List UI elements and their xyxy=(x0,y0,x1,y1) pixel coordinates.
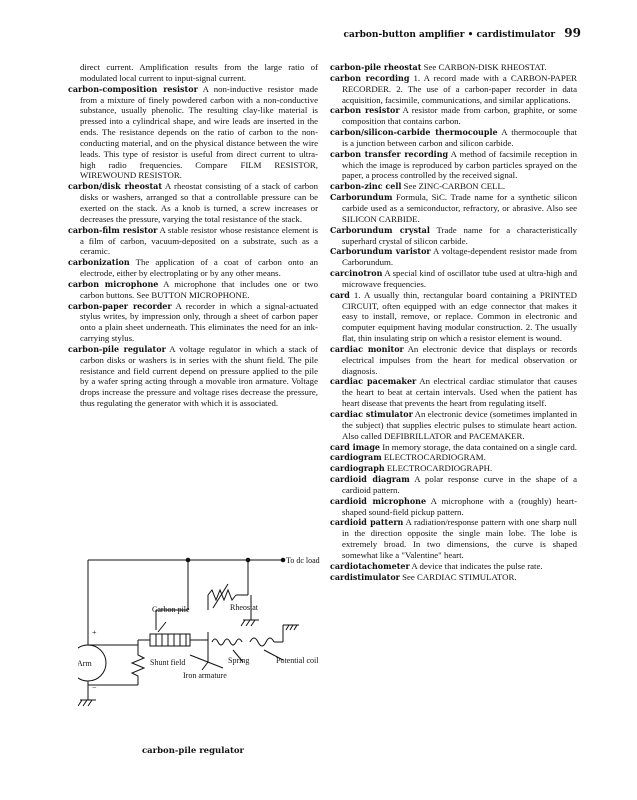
running-header xyxy=(56,26,581,44)
entry-definition: 1. A record made with a CARBON-PAPER RECORDER. 2. The use of a carbon-paper recorder in data acquisition, facsimile, communications, and similar applications. xyxy=(342,72,577,105)
entry-definition: An electronic device that displays or records electrical impulses from the heart for medical observation or diagnosis. xyxy=(342,343,577,376)
entry-term: carbon-pile regulator xyxy=(68,343,166,354)
dictionary-entry xyxy=(330,409,577,442)
entry-definition: A microphone that includes one or two carbon buttons. See BUTTON MICROPHONE. xyxy=(80,278,318,300)
dictionary-entry xyxy=(330,517,577,560)
right-column xyxy=(330,62,577,583)
entry-definition: direct current. Amplification results from the large ratio of modulated local current to input-signal current. xyxy=(80,62,318,83)
dictionary-entry xyxy=(68,181,318,224)
entry-term: carbon-zinc cell xyxy=(330,181,402,192)
dictionary-entry xyxy=(330,452,577,463)
page-number: 99 xyxy=(564,26,581,40)
entry-term: cardiogram xyxy=(330,452,382,463)
dictionary-entry xyxy=(330,105,577,127)
dictionary-entry xyxy=(330,376,577,409)
entry-term: cardiac pacemaker xyxy=(330,376,417,387)
label-iron-armature: Iron armature xyxy=(183,671,227,680)
entry-definition: 1. A usually thin, rectangular board containing a PRINTED CIRCUIT, often equipped with an edge connector that makes it easy to install, remove, or replace. Common in electronic and computer equipment having modular construction. 2. The usually flat, thin insulating strip on which a resistor element is wound. xyxy=(342,289,578,344)
entry-definition: A radiation/response pattern with one sharp null in the direction opposite the single main lobe. The lobe is extremely broad. In two dimensions, the curve is shaped somewhat like a "Valentine" heart. xyxy=(342,517,577,560)
label-carbon: Carbon pile xyxy=(152,605,190,614)
dictionary-entry xyxy=(330,268,577,290)
dictionary-entry xyxy=(330,344,577,377)
entry-definition: An electronic device (sometimes implanted in the subject) that supplies electric pulses to stimulate heart action. Also called DEFIBRILLATOR and PACEMAKER. xyxy=(342,409,577,441)
label-potential-coil: Potential coil xyxy=(276,656,319,665)
entry-term: card xyxy=(330,289,350,300)
label-shunt-field: Shunt field xyxy=(150,658,186,667)
label-minus: − xyxy=(92,683,97,692)
label-plus: + xyxy=(92,628,97,637)
label-rheostat: Rheostat xyxy=(230,603,258,612)
entry-definition: A stable resistor whose resistance element is a film of carbon, vacuum-deposited on a substrate, such as a ceramic. xyxy=(80,224,318,257)
dictionary-entry xyxy=(330,127,577,149)
entry-definition: A method of facsimile reception in which the image is reproduced by carbon particles sprayed on the paper, a process controlled by the received signal. xyxy=(342,148,577,181)
entry-term: cardiac monitor xyxy=(330,343,404,354)
entry-term: carbon resistor xyxy=(330,105,400,116)
dictionary-entry xyxy=(330,290,577,344)
entry-term: carbon-pile rheostat xyxy=(330,62,422,72)
dictionary-entry xyxy=(68,279,318,301)
entry-definition: A device that indicates the pulse rate. xyxy=(411,560,543,571)
entry-definition: A rheostat consisting of a stack of carbon disks or washers, arranged so that a controllable pressure can be exerted on the stack. As a knob is turned, a screw increases or decreases the pressure, varying the total resistance of the stack. xyxy=(80,181,318,224)
dictionary-entry xyxy=(68,84,318,182)
entry-term: Carborundum crystal xyxy=(330,224,430,235)
entry-term: cardioid diagram xyxy=(330,474,410,485)
dictionary-entry xyxy=(330,572,577,583)
entry-definition: ELECTROCARDIOGRAM. xyxy=(383,452,486,463)
entry-term: Carborundum varistor xyxy=(330,246,431,257)
entry-definition: A recorder in which a signal-actuated stylus writes, by impression only, through a sheet of carbon paper onto a plain sheet underneath. This eliminates the need for an ink-carrying stylus. xyxy=(80,300,318,344)
entry-term: carbon-paper recorder xyxy=(68,300,172,311)
dictionary-entry xyxy=(330,192,577,225)
dictionary-entry xyxy=(68,62,318,84)
carbon-pile-regulator-diagram xyxy=(78,550,328,730)
entry-definition: An electrical cardiac stimulator that causes the heart to beat at certain intervals. Used when the patient has heart disease that prevents the heart from regulating itself. xyxy=(342,376,577,409)
circuit-schematic xyxy=(78,550,328,730)
dictionary-entry xyxy=(330,62,577,73)
entry-definition: In memory storage, the data contained on a single card. xyxy=(382,441,577,452)
entry-term: carbon-composition resistor xyxy=(68,83,198,94)
entry-term: carbon/disk rheostat xyxy=(68,181,163,192)
entry-definition: See ZINC-CARBON CELL. xyxy=(403,181,506,192)
entry-definition: A voltage regulator in which a stack of carbon disks or washers is in series with the shunt field. The pile resistance and field current depend on pressure applied to the pile by a wafer spring acting through a movable iron armature. Voltage drops increase the pressure and voltage rises decrease the pressure, thus regulating the generator with which it is associated. xyxy=(80,343,318,409)
entry-definition: A special kind of oscillator tube used at ultra-high and microwave frequencies. xyxy=(342,268,577,289)
dictionary-entry xyxy=(330,246,577,268)
entry-definition: A thermocouple that is a junction between carbon and silicon carbide. xyxy=(342,127,577,148)
dictionary-entry xyxy=(330,181,577,192)
entry-definition: A non-inductive resistor made from a mixture of finely powdered carbon with a non-conductive substance, usually phenolic. The resulting clay-like material is pressed into a cylindrical shape, and wire leads are inserted in the ends. The resistance depends on the ratio of carbon to the non-conducting material, and on the physical distance between the wire leads. This type of resistor is useful from direct current to ultra-high radio frequencies. Compare FILM RESISTOR, WIREWOUND RESISTOR. xyxy=(80,83,318,181)
entry-term: carbon-film resistor xyxy=(68,224,158,235)
entry-term: cardiotachometer xyxy=(330,560,410,571)
entry-definition: Formula, SiC. Trade name for a synthetic silicon carbide used as a semiconductor, refractory, or abrasive. Also see SILICON CARBIDE. xyxy=(342,192,577,224)
dictionary-entry xyxy=(330,463,577,474)
entry-term: carbon transfer recording xyxy=(330,148,449,159)
entry-term: cardioid pattern xyxy=(330,517,404,528)
entry-term: cardiac stimulator xyxy=(330,409,413,419)
entry-definition: ELECTROCARDIOGRAPH. xyxy=(386,463,493,474)
entry-definition: See CARBON-DISK RHEOSTAT. xyxy=(423,62,547,72)
entry-definition: Trade name for a characteristically superhard crystal of silicon carbide. xyxy=(342,224,577,246)
entry-term: carbon microphone xyxy=(68,278,159,289)
entry-term: carbonization xyxy=(68,257,130,268)
label-arm: Arm xyxy=(78,659,92,668)
header-title: carbon-button amplifier • cardistimulator xyxy=(343,30,556,40)
entry-term: Carborundum xyxy=(330,192,393,203)
figure-caption: carbon-pile regulator xyxy=(141,746,245,756)
entry-definition: A polar response curve in the shape of a cardioid pattern. xyxy=(342,474,578,495)
entry-term: card image xyxy=(330,441,381,452)
entry-definition: The application of a coat of carbon onto an electrode, either by electroplating or by any other means. xyxy=(80,257,318,279)
dictionary-entry xyxy=(330,442,577,453)
dictionary-entry xyxy=(330,73,577,106)
dictionary-entry xyxy=(68,225,318,258)
dictionary-entry xyxy=(68,301,318,344)
entry-term: carbon/silicon-carbide thermocouple xyxy=(330,127,498,138)
dictionary-entry xyxy=(330,149,577,182)
entry-term: cardistimulator xyxy=(330,571,400,582)
entry-definition: A resistor made from carbon, graphite, or some composition that contains carbon. xyxy=(342,105,578,127)
entry-term: carbon recording xyxy=(330,72,410,83)
left-column xyxy=(68,62,318,409)
dictionary-entry xyxy=(330,225,577,247)
load-terminal-dot xyxy=(281,558,285,562)
dictionary-entry xyxy=(330,496,577,518)
entry-definition: See CARDIAC STIMULATOR. xyxy=(402,571,517,582)
entry-definition: A voltage-dependent resistor made from Carborundum. xyxy=(342,246,577,268)
dictionary-entry xyxy=(68,257,318,279)
entry-definition: A microphone with a (roughly) heart-shaped sound-field pickup pattern. xyxy=(342,495,577,517)
dictionary-entry xyxy=(330,561,577,572)
label-to-dc-load: To dc load xyxy=(286,556,320,565)
entry-term: carcinotron xyxy=(330,268,383,279)
label-spring: Spring xyxy=(228,656,250,665)
entry-term: cardioid microphone xyxy=(330,495,427,506)
dictionary-entry xyxy=(68,344,318,409)
dictionary-entry xyxy=(330,474,577,496)
entry-term: cardiograph xyxy=(330,463,385,474)
